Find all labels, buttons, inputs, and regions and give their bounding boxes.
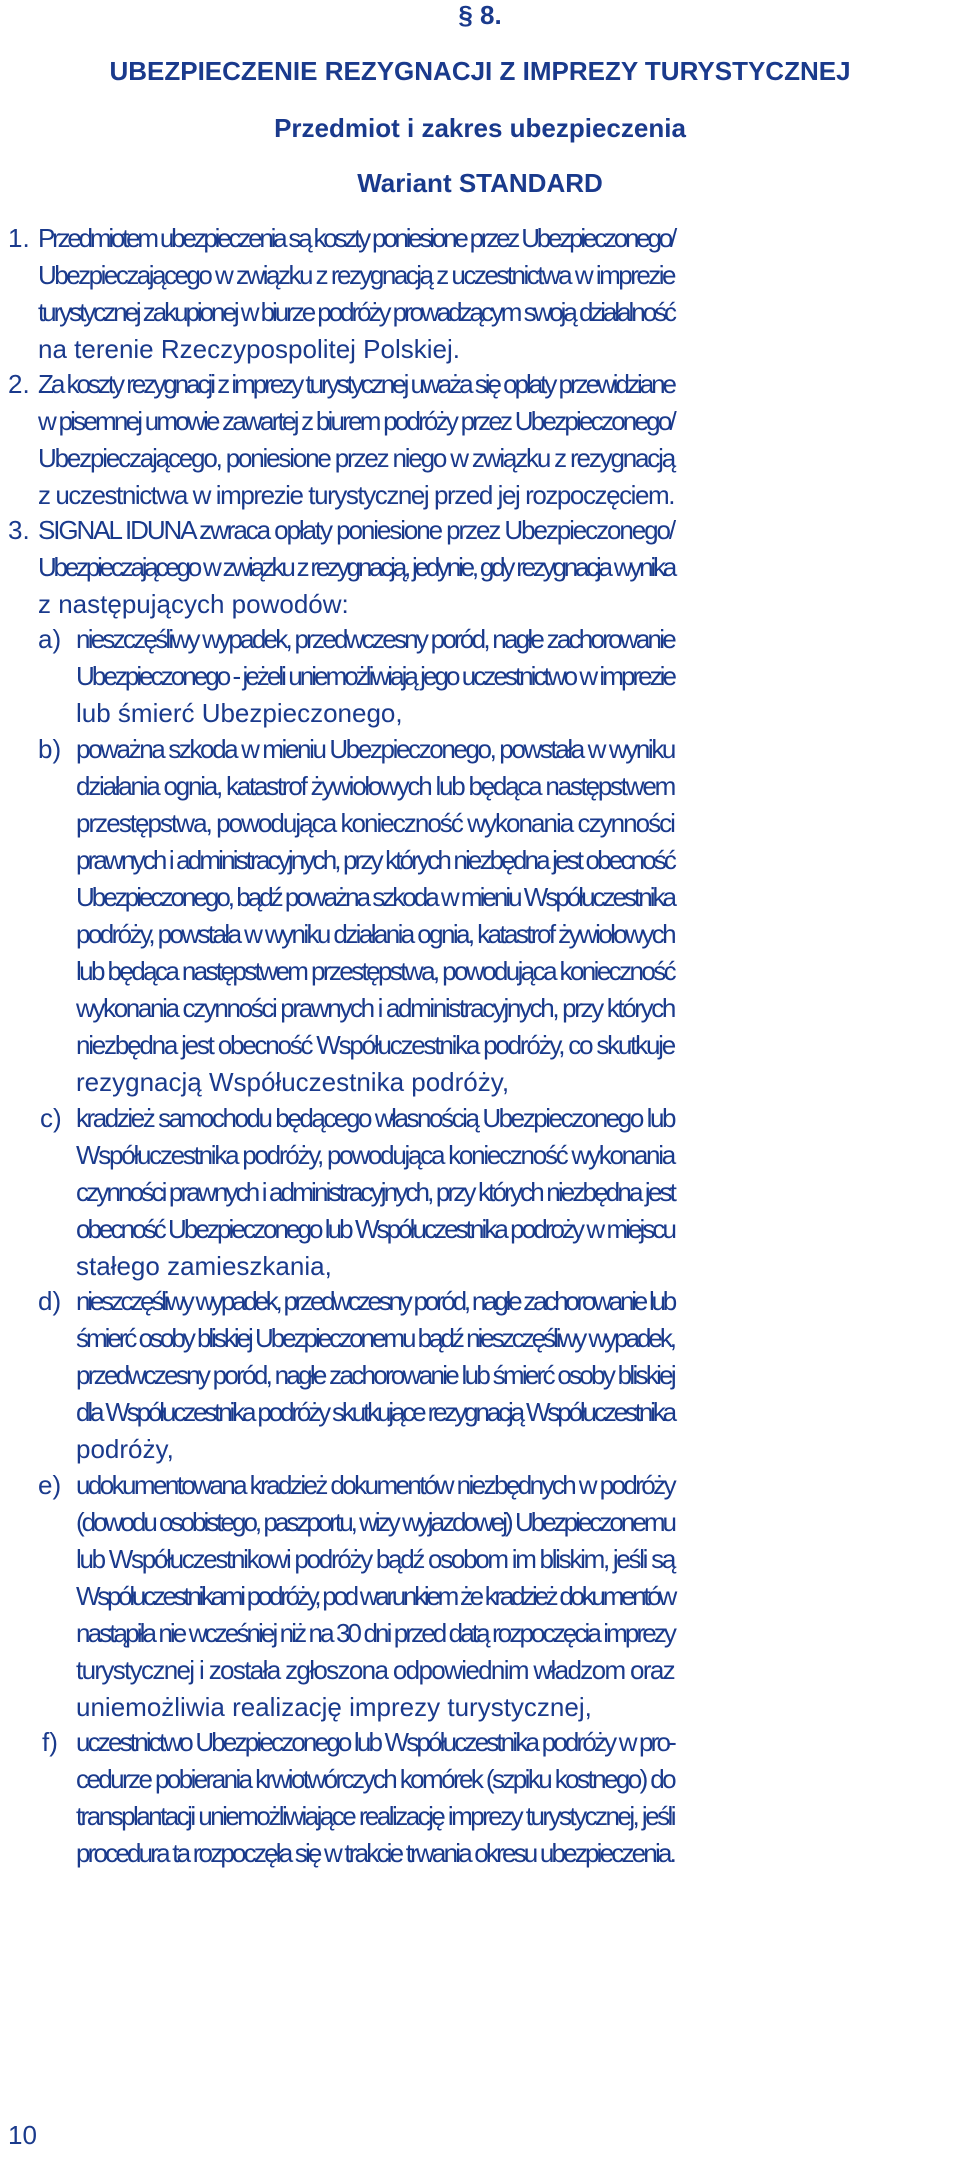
subpoint-letter: a) [38, 624, 62, 654]
text-line: niezbędna jest obecność Współuczestnika podróży, co skutkuje [76, 1030, 674, 1060]
text-line: procedura ta rozpoczęła się w trakcie trwania okresu ubezpieczenia. [76, 1838, 674, 1868]
text-line: SIGNAL IDUNA zwraca opłaty poniesione przez Ubezpieczonego/ [38, 515, 674, 545]
text-line: czynności prawnych i administracyjnych, przy których niezbędna jest [76, 1177, 674, 1207]
point-number: 3. [8, 515, 30, 545]
point-3-text [38, 512, 674, 623]
text-line: obecność Ubezpieczonego lub Współuczestnika podroży w miejscu [76, 1214, 674, 1244]
variant-heading: Wariant STANDARD [357, 168, 603, 198]
text-line: Współuczestnikami podróży, pod warunkiem że kradzież dokumentów [76, 1581, 674, 1611]
text-line: wykonania czynności prawnych i administracyjnych, przy których [76, 993, 674, 1023]
text-line: Ubezpieczającego w związku z rezygnacją, jedynie, gdy rezygnacja wynika [38, 552, 674, 582]
text-line: lub będąca następstwem przestępstwa, powodująca konieczność [76, 956, 674, 986]
page-number: 10 [8, 2120, 37, 2150]
text-line: (dowodu osobistego, paszportu, wizy wyjazdowej) Ubezpieczonemu [76, 1507, 674, 1537]
text-line: śmierć osoby bliskiej Ubezpieczonemu bądź nieszczęśliwy wypadek, [76, 1323, 674, 1353]
text-line: lub śmierć Ubezpieczonego, [76, 698, 403, 728]
text-line: podróży, [76, 1434, 174, 1464]
subpoint-letter: f) [42, 1727, 58, 1757]
document-subtitle: Przedmiot i zakres ubezpieczenia [274, 113, 686, 143]
text-line: kradzież samochodu będącego własnością Ubezpieczonego lub [76, 1103, 674, 1133]
subpoint-c-text [76, 1100, 674, 1285]
text-line: Ubezpieczającego, poniesione przez niego w związku z rezygnacją [38, 443, 674, 473]
text-line: lub Współuczestnikowi podróży bądź osobom im bliskim, jeśli są [76, 1544, 674, 1574]
text-line: turystycznej zakupionej w biurze podróży prowadzącym swoją działalność [38, 297, 674, 327]
point-number: 1. [8, 223, 30, 253]
text-line: prawnych i administracyjnych, przy których niezbędna jest obecność [76, 845, 674, 875]
text-line: z uczestnictwa w imprezie turystycznej przed jej rozpoczęciem. [38, 480, 675, 510]
text-line: na terenie Rzeczypospolitej Polskiej. [38, 334, 460, 364]
subpoint-b-text [76, 731, 674, 1101]
subpoint-f-text [76, 1724, 674, 1872]
text-line: Ubezpieczającego w związku z rezygnacją z uczestnictwa w imprezie [38, 260, 674, 290]
subpoint-letter: c) [40, 1103, 62, 1133]
text-line: udokumentowana kradzież dokumentów niezbędnych w podróży [76, 1470, 674, 1500]
text-line: nieszczęśliwy wypadek, przedwczesny poród, nagłe zachorowanie [76, 624, 674, 654]
text-line: Ubezpieczonego, bądź poważna szkoda w mieniu Współuczestnika [76, 882, 674, 912]
subpoint-letter: d) [38, 1286, 62, 1316]
text-line: działania ognia, katastrof żywiołowych lub będąca następstwem [76, 771, 674, 801]
document-title: UBEZPIECZENIE REZYGNACJI Z IMPREZY TURYSTYCZNEJ [109, 56, 851, 86]
text-line: z następujących powodów: [38, 589, 349, 619]
point-number: 2. [8, 369, 30, 399]
text-line: przedwczesny poród, nagłe zachorowanie lub śmierć osoby bliskiej [76, 1360, 674, 1390]
text-line: stałego zamieszkania, [76, 1251, 332, 1281]
subpoint-e-text [76, 1467, 674, 1726]
text-line: rezygnacją Współuczestnika podróży, [76, 1067, 510, 1097]
text-line: uczestnictwo Ubezpieczonego lub Współuczestnika podróży w pro- [76, 1727, 674, 1757]
point-1-text [38, 220, 674, 368]
text-line: Ubezpieczonego - jeżeli uniemożliwiają jego uczestnictwo w imprezie [76, 661, 674, 691]
text-line: poważna szkoda w mieniu Ubezpieczonego, powstała w wyniku [76, 734, 674, 764]
text-line: podróży, powstała w wyniku działania ognia, katastrof żywiołowych [76, 919, 674, 949]
text-line: dla Współuczestnika podróży skutkujące rezygnacją Współuczestnika [76, 1397, 674, 1427]
text-line: cedurze pobierania krwiotwórczych komórek (szpiku kostnego) do [76, 1764, 675, 1794]
text-line: nieszczęśliwy wypadek, przedwczesny poród, nagłe zachorowanie lub [76, 1286, 674, 1316]
text-line: przestępstwa, powodująca konieczność wykonania czynności [76, 808, 674, 838]
section-number: § 8. [458, 0, 502, 30]
text-line: transplantacji uniemożliwiające realizację imprezy turystycznej, jeśli [76, 1801, 674, 1831]
text-line: w pisemnej umowie zawartej z biurem podróży przez Ubezpieczonego/ [38, 406, 674, 436]
text-line: Współuczestnika podróży, powodująca konieczność wykonania [76, 1140, 674, 1170]
text-line: turystycznej i została zgłoszona odpowiednim władzom oraz [76, 1655, 674, 1685]
text-line: Za koszty rezygnacji z imprezy turystycznej uważa się opłaty przewidziane [38, 369, 674, 399]
subpoint-d-text [76, 1283, 674, 1468]
point-2-text [38, 366, 674, 514]
subpoint-letter: e) [38, 1470, 62, 1500]
subpoint-a-text [76, 621, 674, 732]
subpoint-letter: b) [38, 734, 62, 764]
text-line: Przedmiotem ubezpieczenia są koszty poniesione przez Ubezpieczonego/ [38, 223, 675, 253]
text-line: uniemożliwia realizację imprezy turystycznej, [76, 1692, 592, 1722]
text-line: nastąpiła nie wcześniej niż na 30 dni przed datą rozpoczęcia imprezy [76, 1618, 674, 1648]
